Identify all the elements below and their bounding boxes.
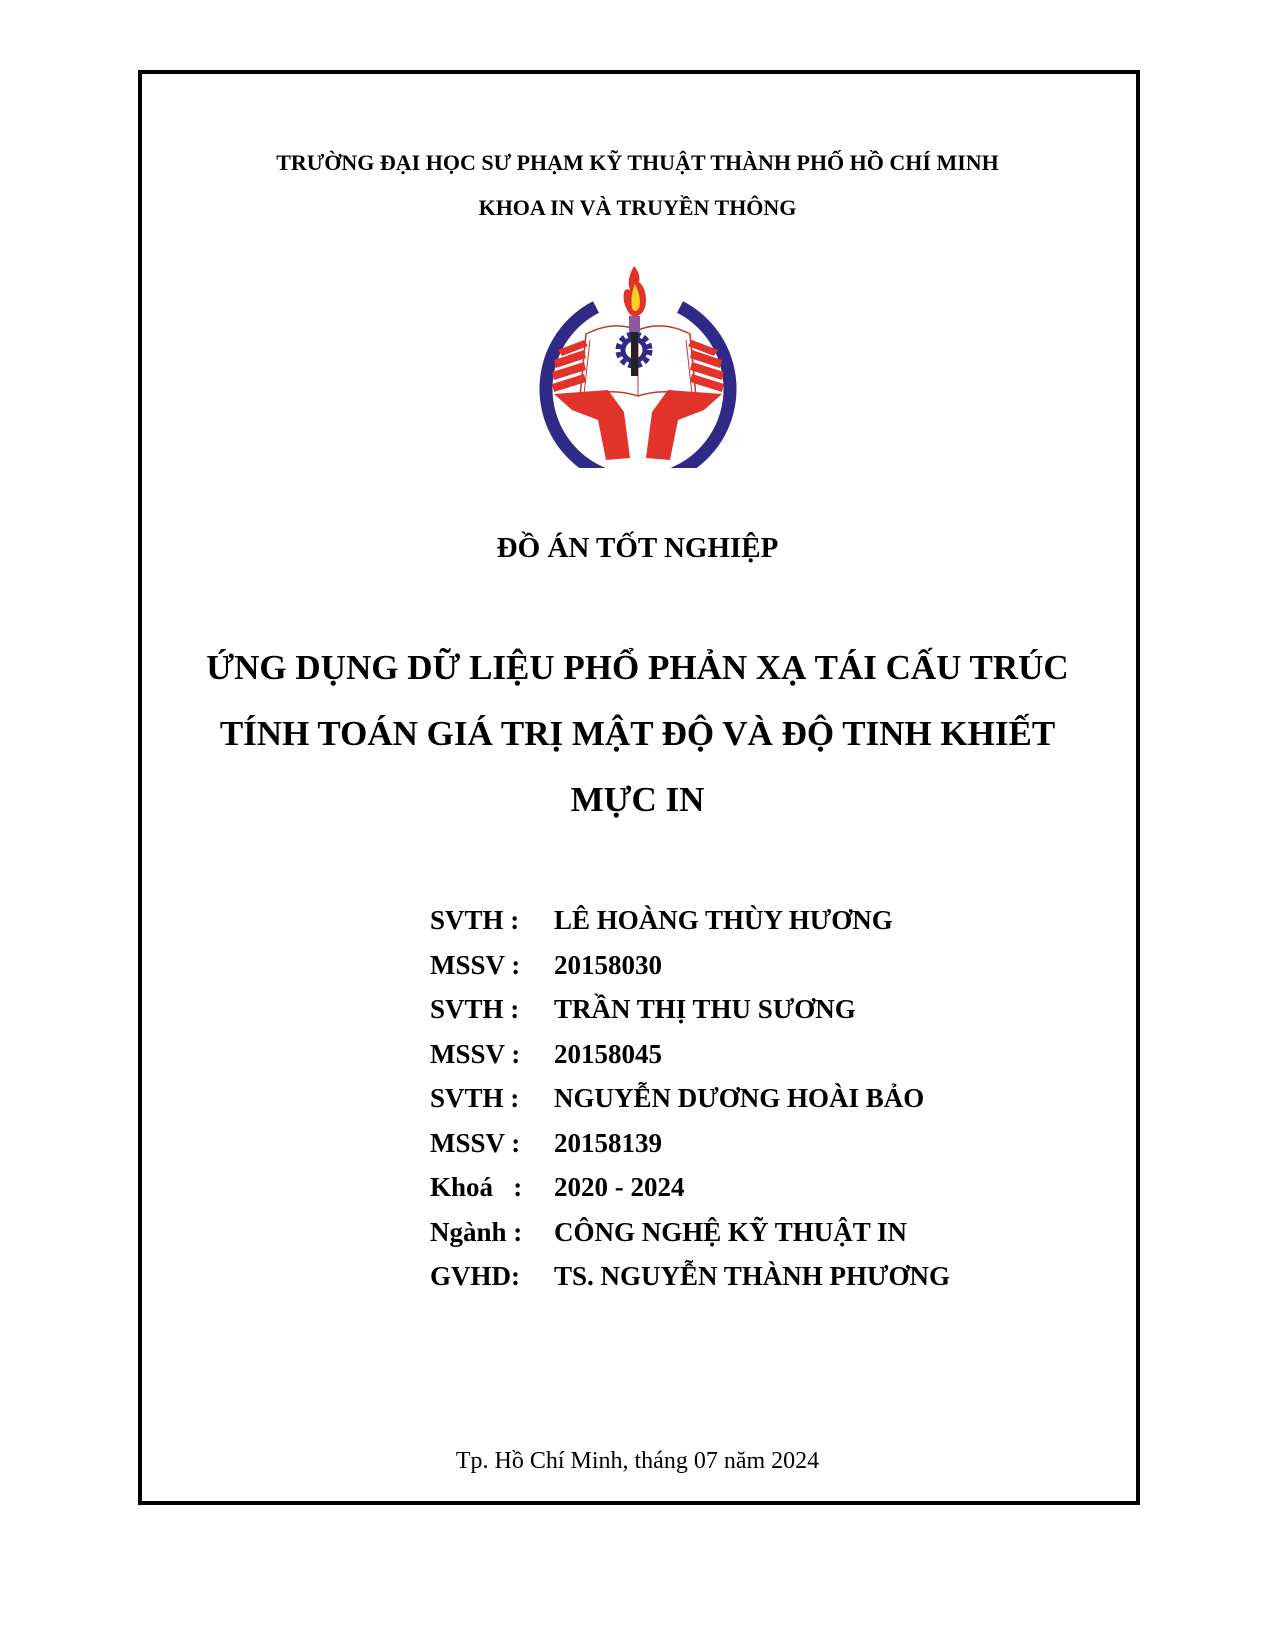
info-value: NGUYỄN DƯƠNG HOÀI BẢO xyxy=(554,1083,925,1113)
info-label: MSSV : xyxy=(430,949,521,980)
thesis-title-line-2: TÍNH TOÁN GIÁ TRỊ MẬT ĐỘ VÀ ĐỘ TINH KHIẾT xyxy=(219,714,1056,753)
info-row-student-2 xyxy=(430,987,950,1032)
info-value: LÊ HOÀNG THÙY HƯƠNG xyxy=(554,905,893,935)
thesis-title-line-3: MỰC IN xyxy=(570,780,705,819)
info-value: TS. NGUYỄN THÀNH PHƯƠNG xyxy=(554,1261,951,1291)
info-row-id-1 xyxy=(430,943,950,988)
info-label: SVTH : xyxy=(430,994,520,1024)
info-label: MSSV : xyxy=(430,1038,521,1069)
student-info xyxy=(430,898,950,1299)
info-row-student-3 xyxy=(430,1076,950,1121)
place-date: Tp. Hồ Chí Minh, tháng 07 năm 2024 xyxy=(455,1448,820,1474)
thesis-title-line-1: ỨNG DỤNG DỮ LIỆU PHỔ PHẢN XẠ TÁI CẤU TRÚC xyxy=(206,648,1069,687)
degree-type: ĐỒ ÁN TỐT NGHIỆP xyxy=(496,532,779,564)
info-label: GVHD: xyxy=(430,1261,520,1291)
info-label: Khoá : xyxy=(430,1172,523,1202)
info-row-cohort xyxy=(430,1165,950,1210)
info-label: MSSV : xyxy=(430,1127,521,1158)
info-row-advisor xyxy=(430,1254,950,1299)
info-value: 20158139 xyxy=(554,1127,662,1158)
university-emblem-icon xyxy=(538,262,738,468)
info-label: SVTH : xyxy=(430,905,520,935)
info-label: Ngành : xyxy=(430,1216,523,1247)
info-value: TRẦN THỊ THU SƯƠNG xyxy=(554,994,856,1024)
info-row-id-2 xyxy=(430,1032,950,1077)
info-row-major xyxy=(430,1210,950,1255)
info-row-id-3 xyxy=(430,1121,950,1166)
faculty-name: KHOA IN VÀ TRUYỀN THÔNG xyxy=(478,195,797,220)
info-value: 20158045 xyxy=(554,1038,662,1069)
university-name: TRƯỜNG ĐẠI HỌC SƯ PHẠM KỸ THUẬT THÀNH PHỐ HỒ CHÍ MINH xyxy=(276,150,999,175)
info-value: 2020 - 2024 xyxy=(554,1172,685,1202)
info-value: 20158030 xyxy=(554,949,662,980)
info-label: SVTH : xyxy=(430,1083,520,1113)
info-row-student-1 xyxy=(430,898,950,943)
info-value: CÔNG NGHỆ KỸ THUẬT IN xyxy=(554,1216,908,1247)
